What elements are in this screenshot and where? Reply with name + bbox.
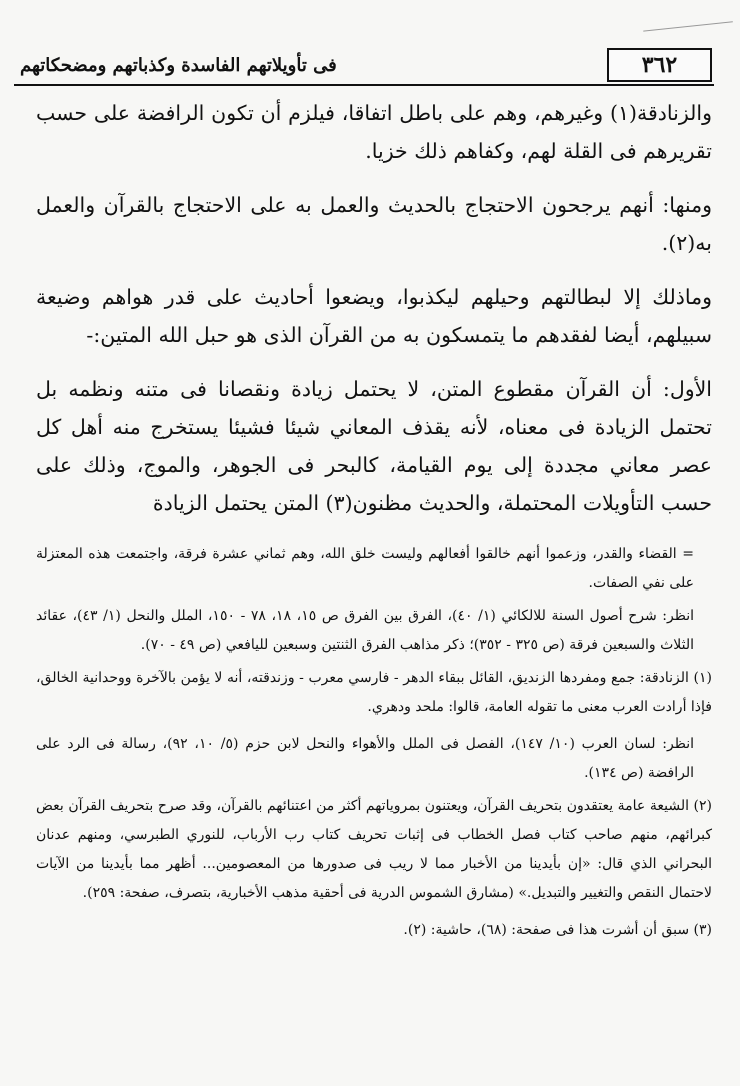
paragraph: ومنها: أنهم يرجحون الاحتجاج بالحديث والعمل به على الاحتجاج بالقرآن والعمل به(٢). [36,193,712,255]
paragraph: والزنادقة(١) وغيرهم، وهم على باطل اتفاقا، فيلزم أن تكون الرافضة على حسب تقريرهم فى القلة لهم، وكفاهم ذلك خزيا. [36,101,712,163]
footnote: انظر: شرح أصول السنة للالكائي (١/ ٤٠)، الفرق بين الفرق ص ١٥، ١٨، ٧٨ - ١٥٠، الملل والنحل (١/ ٤٣)، عقائد الثلاث والسبعين فرقة (ص ٣٢٥ - ٣٥٢)؛ ذكر مذاهب الفرق الثنتين وسبعين لليافعي (ص ٤٩ - ٧٠). [36,608,695,653]
running-title: فى تأويلاتهم الفاسدة وكذباتهم ومضحكاتهم [20,55,337,76]
footnote: = القضاء والقدر، وزعموا أنهم خالقوا أفعالهم وليست خلق الله، وهم ثماني عشرة فرقة، واجتمعت هذه المعتزلة على نفي الصفات. [36,546,694,591]
header-rule [14,84,714,86]
page-number-box [607,48,712,82]
paragraph: وماذلك إلا لبطالتهم وحيلهم ليكذبوا، ويضعوا أحاديث على قدر هواهم وضيعة سبيلهم، أيضا لفقدهم ما يتمسكون به من القرآن الذى هو حبل الله المتين:- [36,285,712,347]
footnote: انظر: لسان العرب (١٠/ ١٤٧)، الفصل فى الملل والأهواء والنحل لابن حزم (٥/ ١٠، ٩٢)، رسالة فى الرد على الرافضة (ص ١٣٤). [36,736,694,781]
scan-mark [641,1,733,31]
page-header [20,42,712,82]
footnote: (٣) سبق أن أشرت هذا فى صفحة: (٦٨)، حاشية: (٢). [403,922,712,938]
paragraph: الأول: أن القرآن مقطوع المتن، لا يحتمل زيادة ونقصانا فى متنه ونظمه بل تحتمل الزيادة فى معناه، لأنه يقذف المعاني شيئا فشيئا يستخرج منه أهل كل عصر معاني مجددة إلى يوم القيامة، كالبحر فى الجوهر، والموج، وذلك على حسب التأويلات المحتملة، والحديث مظنون(٣) المتن يحتمل الزيادة [36,377,712,515]
page-number: ٣٦٢ [641,52,678,78]
main-text [36,94,712,538]
footnote: (٢) الشيعة عامة يعتقدون بتحريف القرآن، ويعتنون بمروياتهم أكثر من اعتنائهم بالقرآن، وقد صرح بتحريف القرآن بعض كبرائهم، منهم صاحب كتاب فصل الخطاب فى إثبات تحريف كتاب رب الأرباب، للنوري الطبرسي، ومنهم عدنان البحراني الذي قال: «إن بأيدينا من الأخبار مما لا ريب فى صدورها من المعصومين... أظهر مما بأيدينا من الآيات لاحتمال النقص والتغيير والتبديل.» (مشارق الشموس الدرية فى أحقية مذهب الأخبارية، بتصرف، صفحة: ٢٥٩). [36,798,712,901]
footnotes [36,540,712,953]
footnote: (١) الزنادقة: جمع ومفردها الزنديق، القائل ببقاء الدهر - فارسي معرب - وزندقته، أنه لا يؤمن بالآخرة ووحدانية الخالق، فإذا أرادت العرب معنى ما تقوله العامة، قالوا: ملحد ودهري. [36,670,712,715]
